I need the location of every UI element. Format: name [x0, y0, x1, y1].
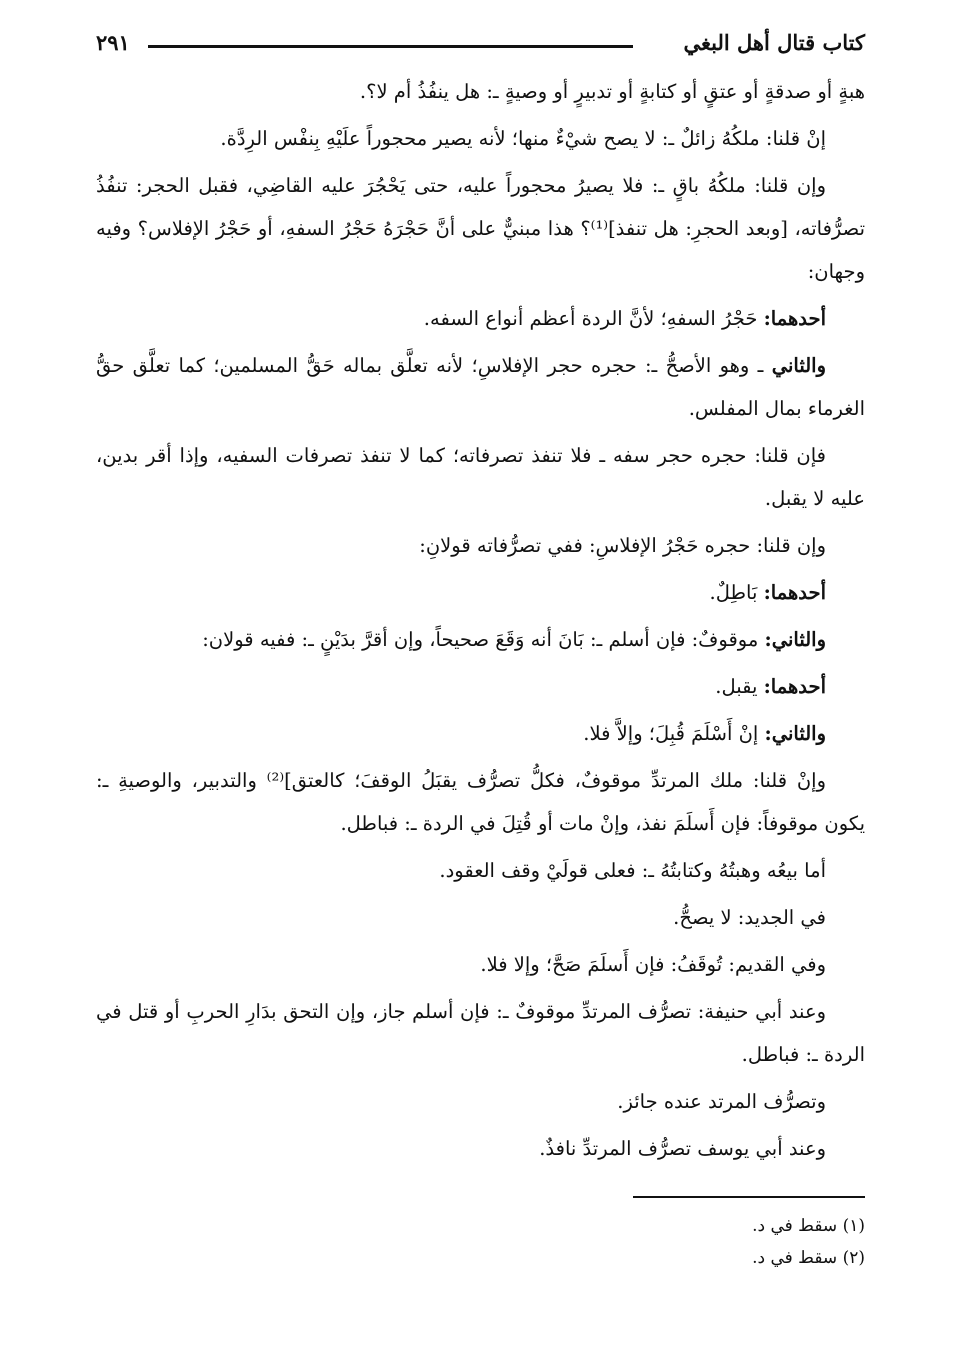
paragraph: [96, 1127, 865, 1170]
paragraph: [96, 759, 865, 845]
paragraph-text: إنْ أَسْلَمَ قُبِلَ؛ وإلاَّ فلا.: [583, 722, 765, 745]
footnote-2: (٢) سقط في د.: [752, 1248, 865, 1268]
paragraph-text: هبةٍ أو صدقةٍ أو عتقٍ أو كتابةٍ أو تدبيرٍ أو وصيةٍ ـ: هل ينفُذُ أم لا؟.: [359, 80, 865, 103]
paragraph-text: حَجْرُ السفهِ؛ لأنَّ الردة أعظم أنواع السفه.: [423, 307, 764, 330]
paragraph-text: في الجديد: لا يصحُّ.: [673, 906, 826, 929]
paragraph-lead: والثاني:: [764, 628, 826, 651]
body-text: [96, 70, 865, 1174]
paragraph: [96, 117, 865, 160]
paragraph: [96, 434, 865, 520]
paragraph: [96, 849, 865, 892]
paragraph-text: وعند أبي يوسف تصرُّف المرتدِّ نافذٌ.: [539, 1137, 826, 1160]
paragraph-lead: أحدهما:: [763, 307, 826, 330]
paragraph-text: إنْ قلنا: ملكُهُ زائلٌ ـ: لا يصح شيْءٌ منها؛ لأنه يصير محجوراً علَيْهِ بِنفْس الرِدَّة.: [220, 127, 826, 150]
paragraph: [96, 943, 865, 986]
page-header: [96, 26, 865, 60]
paragraph-text: وتصرُّف المرتد عنده جائز.: [617, 1090, 826, 1113]
footnotes: [96, 1210, 865, 1274]
paragraph-text: ـ وهو الأصحُّ ـ: حجره حجر الإفلاسِ؛ لأنه تعلَّق بماله حَقُّ المسلمين؛ كما تعلَّق حقُّ الغرماء بمال المفلس.: [96, 354, 865, 420]
paragraph-text: موقوفٌ: فإن أسلم ـ: بَانَ أنه وَقَعَ صحيحاً، وإن أقرَّ بدَيْنٍ ـ: ففيه قولان:: [202, 628, 765, 651]
paragraph: [96, 990, 865, 1076]
paragraph: [96, 297, 865, 340]
paragraph-text: وإنْ قلنا: ملك المرتدِّ موقوفٌ، فكلُّ تصرُّف يقبَلُ الوقفَ؛ كالعتق]⁽²⁾ والتدبير، والوصيةِ ـ: يكون موقوفاً: فإن أَسلَمَ نفذ، وإنْ مات أو قُتِلَ في الردة ـ: فباطل.: [96, 769, 865, 835]
paragraph-text: وعند أبي حنيفة: تصرُّف المرتدِّ موقوفٌ ـ: فإن أسلم جاز، وإن التحق بدَارِ الحربِ أو قتل في الردة ـ: فباطل.: [96, 1000, 865, 1066]
footnote-separator: [633, 1196, 865, 1198]
paragraph-text: يقبل.: [715, 675, 764, 698]
paragraph-text: وإن قلنا: ملكُهُ باقٍ ـ: فلا يصيرُ محجوراً عليه، حتى يَحْجُرَ عليه القاضِي، فقبل الحجر: تنفُذُ تصرُّفاته، [وبعد الحجرِ: هل تنفذ]⁽¹⁾؟ هذا مبنيٌّ على أنَّ حَجْرَهُ حَجْرُ السفهِ، أو حَجْرُ الإفلاس؟ وفيه وجهان:: [96, 174, 865, 283]
paragraph-text: فإن قلنا: حجره حجر سفه ـ فلا تنفذ تصرفاته؛ كما لا تنفذ تصرفات السفيه، وإذا أقر بدين، عليه لا يقبل.: [96, 444, 865, 510]
footnote-1: (١) سقط في د.: [752, 1216, 865, 1236]
paragraph-text: أما بيعُه وهبتُهُ وكتابتُهُ ـ: فعلى قولَيْ وقف العقود.: [439, 859, 826, 882]
paragraph-lead: والثاني: [771, 354, 826, 377]
paragraph-lead: أحدهما:: [763, 675, 826, 698]
paragraph: [96, 665, 865, 708]
paragraph: [96, 164, 865, 293]
paragraph-text: وفي القديم: تُوقَفُ: فإن أَسلَمَ صَحَّ؛ وإلا فلا.: [480, 953, 826, 976]
paragraph: [96, 344, 865, 430]
paragraph: [96, 524, 865, 567]
paragraph-lead: والثاني:: [764, 722, 826, 745]
paragraph: [96, 70, 865, 113]
paragraph: [96, 618, 865, 661]
paragraph: [96, 712, 865, 755]
chapter-title: كتاب قتال أهل البغي: [683, 30, 865, 55]
paragraph: [96, 1080, 865, 1123]
paragraph: [96, 896, 865, 939]
paragraph-text: وإن قلنا: حجره حَجْرُ الإفلاسِ: ففي تصرُّفاته قولانِ:: [419, 534, 826, 557]
paragraph: [96, 571, 865, 614]
page-number: ٢٩١: [96, 30, 130, 55]
paragraph-text: بَاطِلٌ.: [709, 581, 764, 604]
header-rule: [148, 45, 633, 48]
paragraph-lead: أحدهما:: [763, 581, 826, 604]
